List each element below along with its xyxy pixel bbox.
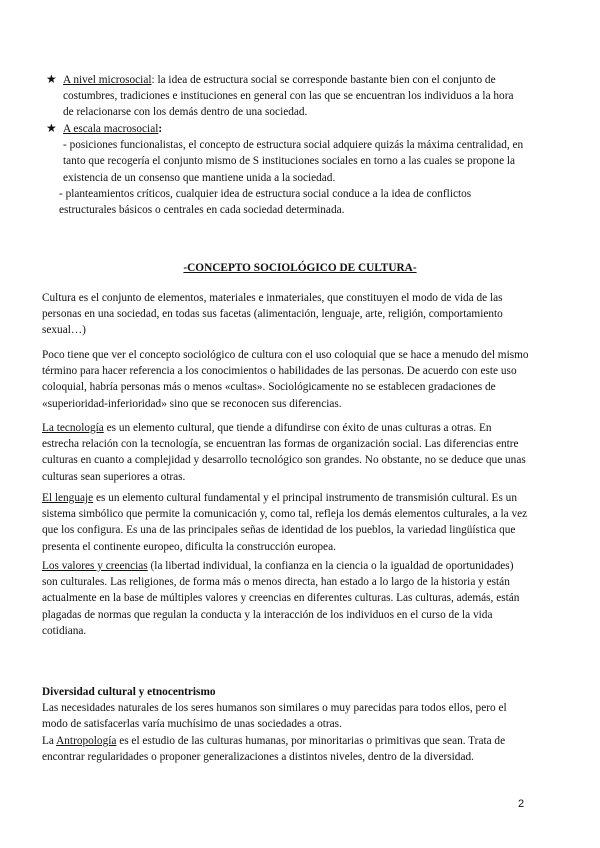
subsection-heading: Diversidad cultural y etnocentrismo: [42, 686, 216, 698]
subsection-line2: La Antropología es el estudio de las culturas humanas, por minoritarias o primitivas que sean. Trata de encontrar regularidades o proponer generalizaciones a distintos niveles, dentro de la diversidad.: [42, 734, 506, 763]
bullet-microsocial: [46, 72, 526, 121]
paragraph-valores: Los valores y creencias (la libertad individual, la confianza en la ciencia o la igualdad de oportunidades) son culturales. Las religiones, de forma más o menos directa, han estado a lo largo de la historia y están actualmente en la base de múltiples valores y creencias en diferentes culturas. Las culturas, además, están plagadas de normas que regulan la conducta y la interacción de los individuos en el curso de la vida cotidiana.: [42, 560, 520, 637]
star-icon: ★: [46, 72, 57, 86]
star-icon: ★: [46, 121, 57, 135]
subitem-criticos: - planteamientos críticos, cualquier idea de estructura social conduce a la idea de conflictos estructurales básicos o centrales en cada sociedad determinada.: [59, 187, 472, 217]
bullet-macrosocial: [46, 121, 526, 218]
bullet-body: [59, 121, 526, 218]
paragraph-lenguaje: El lenguaje es un elemento cultural fundamental y el principal instrumento de transmisión cultural. Es un sistema simbólico que permite la comunicación y, como tal, refleja los demás elementos culturales, a la vez que los configura. Es una de las principales señas de identidad de los pueblos, la variedad lingüística que presenta el continente europeo, dificulta la construcción europea.: [42, 492, 528, 553]
bullet-text: : la idea de estructura social se corresponde bastante bien con el conjunto de costumbres, tradiciones e instituciones en general con las que se encuentran los individuos a la hora de relacionarse con los demás dentro de una sociedad.: [63, 74, 514, 119]
subitem-funcionalistas: - posiciones funcionalistas, el concepto de estructura social adquiere quizás la máxima centralidad, en tanto que recogería el conjunto mismo de S instituciones sociales en torno a las cuales se propone la existencia de un consenso que mantiene unida a la sociedad.: [63, 139, 524, 184]
paragraph-tecnologia: La tecnología es un elemento cultural, que tiende a difundirse con éxito de unas culturas a otras. En estrecha relación con la tecnología, se encuentran las formas de organización social. Las diferencias entre culturas en cuanto a complejidad y desarrollo tecnológico son grandes. No obstante, no se deduce que unas culturas sean superiores a otras.: [42, 422, 526, 483]
paragraph-uso-coloquial: Poco tiene que ver el concepto sociológico de cultura con el uso coloquial que se hace a menudo del mismo término para hacer referencia a los conocimientos o habilidades de las personas. De acuerdo con este uso coloquial, habría personas más o menos «cultas». Sociológicamente no se establecen gradaciones de «superioridad-inferioridad» sino que se reconocen sus diferencias.: [42, 349, 529, 410]
bullet-label: A escala macrosocial: [63, 123, 159, 135]
bullet-colon: :: [158, 123, 163, 135]
page-number: 2: [518, 798, 525, 810]
paragraph-cultura: Cultura es el conjunto de elementos, materiales e inmateriales, que constituyen el modo de vida de las personas en una sociedad, en todas sus facetas (alimentación, lenguaje, arte, religión, comportamiento sexual…): [42, 292, 503, 337]
bullet-label: A nivel microsocial: [63, 74, 152, 86]
section-title: -CONCEPTO SOCIOLÓGICO DE CULTURA-: [183, 262, 417, 274]
subsection-diversidad: [42, 684, 530, 765]
term-tecnologia: La tecnología: [42, 422, 104, 434]
bullet-body: [63, 72, 526, 121]
term-antropologia: Antropología: [56, 734, 117, 747]
term-valores: Los valores y creencias: [42, 560, 148, 572]
subsection-line1: Las necesidades naturales de los seres humanos son similares o muy parecidas para todos ellos, pero el modo de satisfacerlas varía muchísimo de unas sociedades a otras.: [42, 702, 507, 731]
term-lenguaje: El lenguaje: [42, 492, 94, 504]
